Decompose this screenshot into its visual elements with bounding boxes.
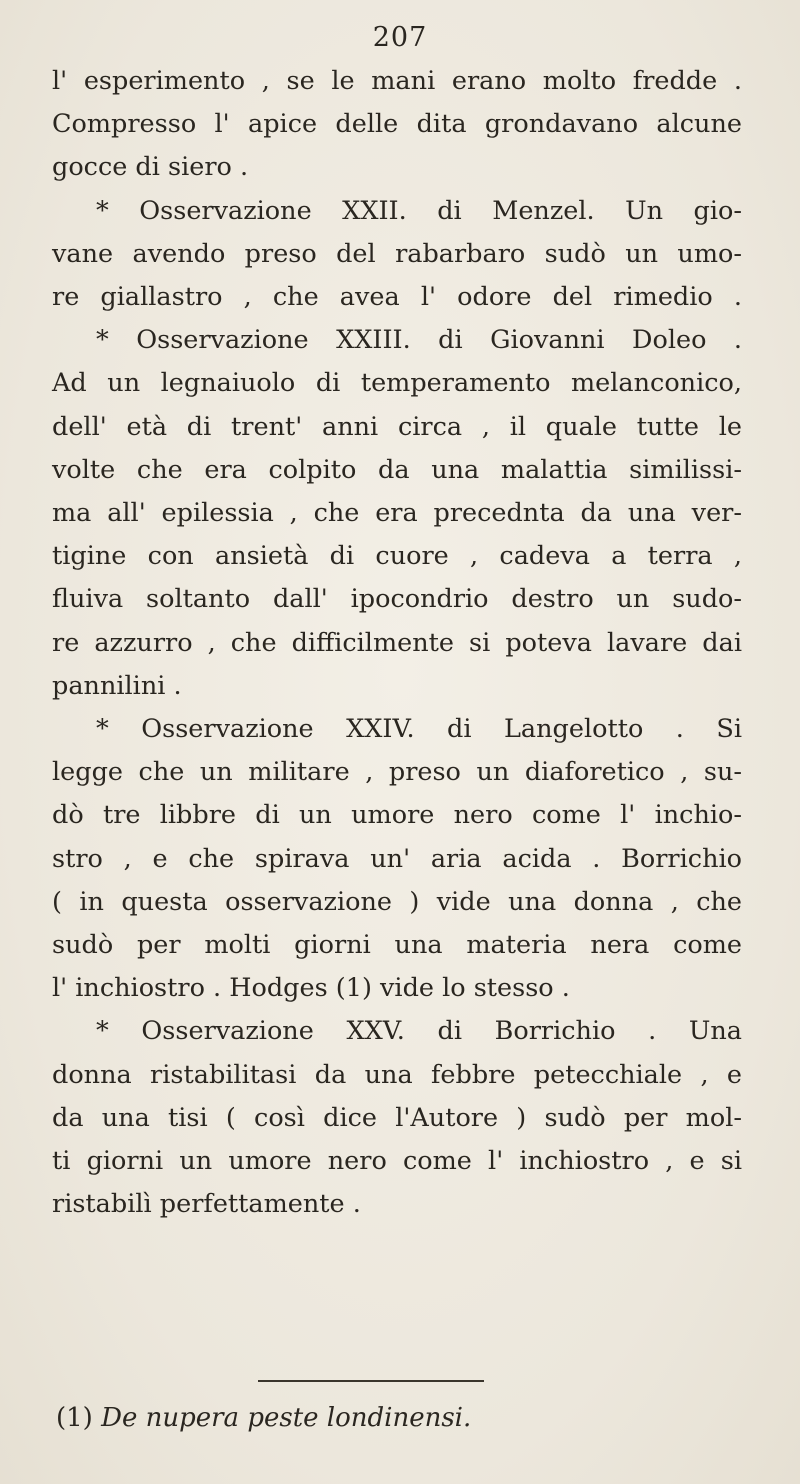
footnote [56, 1403, 471, 1433]
text-line: pannilini . [52, 670, 182, 701]
footnote-divider [258, 1380, 484, 1382]
text-line: re giallastro , che avea l' odore del rimedio . [52, 282, 742, 313]
text-line: gocce di siero . [52, 152, 249, 183]
text-line: da una tisi ( così dice l'Autore ) sudò per mol- [52, 1102, 742, 1133]
text-line: donna ristabilitasi da una febbre petecchiale , e [52, 1059, 742, 1090]
observation-heading: * Osservazione XXII. di Menzel. Un gio- [96, 195, 742, 226]
text-line: dell' età di trent' anni circa , il quale tutte le [52, 411, 742, 442]
footnote-marker: (1) [56, 1403, 93, 1433]
text-line: ma all' epilessia , che era precednta da una ver- [52, 498, 742, 529]
body-text [52, 60, 742, 1226]
text-line: l' inchiostro . Hodges (1) vide lo stesso . [52, 973, 570, 1004]
text-line: legge che un militare , preso un diaforetico , su- [52, 757, 742, 788]
observation-heading: * Osservazione XXV. di Borrichio . Una [96, 1016, 742, 1047]
text-line: Ad un legnaiuolo di temperamento melanconico, [52, 368, 742, 399]
text-line: ( in questa osservazione ) vide una donna , che [52, 886, 742, 917]
text-line: fluiva soltanto dall' ipocondrio destro un sudo- [52, 584, 742, 615]
observation-heading: * Osservazione XXIII. di Giovanni Doleo . [96, 325, 742, 356]
text-line: l' esperimento , se le mani erano molto fredde . [52, 66, 742, 96]
text-line: dò tre libbre di un umore nero come l' inchio- [52, 800, 742, 831]
footnote-text: De nupera peste londinensi. [101, 1403, 472, 1433]
text-line: Compresso l' apice delle dita grondavano alcune [52, 109, 742, 140]
text-line: vane avendo preso del rabarbaro sudò un umo- [52, 238, 742, 269]
text-line: re azzurro , che difficilmente si poteva lavare dai [52, 627, 742, 658]
text-line: sudò per molti giorni una materia nera come [52, 930, 742, 961]
text-line: ti giorni un umore nero come l' inchiostro , e si [52, 1146, 742, 1177]
text-line: stro , e che spirava un' aria acida . Borrichio [52, 843, 742, 874]
page-number: 207 [372, 22, 428, 53]
text-line: volte che era colpito da una malattia similissi- [52, 454, 742, 485]
observation-heading: * Osservazione XXIV. di Langelotto . Si [96, 714, 742, 745]
text-line: tigine con ansietà di cuore , cadeva a terra , [52, 541, 742, 572]
text-line: ristabilì perfettamente . [52, 1189, 361, 1220]
